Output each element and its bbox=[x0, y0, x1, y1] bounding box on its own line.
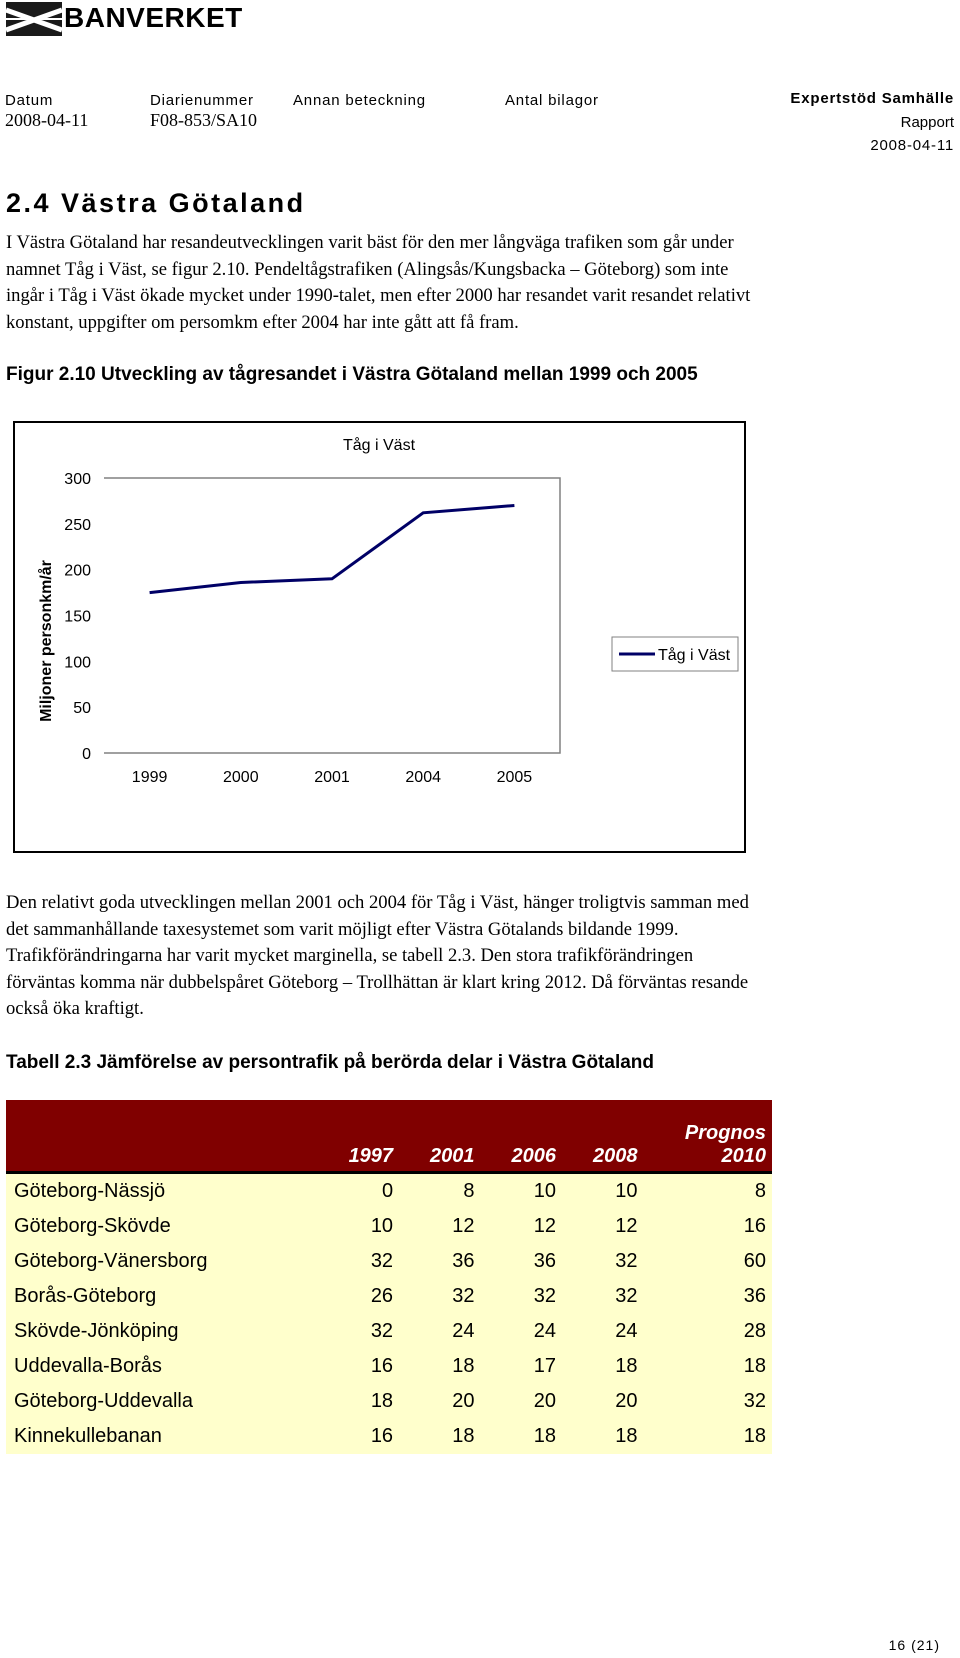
value-cell: 32 bbox=[556, 1279, 637, 1314]
paragraph-line: ingår i Tåg i Väst ökade mycket under 1990-talet, men efter 2000 har resandet varit resandet relativt bbox=[6, 285, 751, 306]
table-row bbox=[6, 1384, 772, 1419]
table-row bbox=[6, 1279, 772, 1314]
value-cell: 20 bbox=[475, 1384, 556, 1419]
paragraph-line: Trafikförändringarna har varit mycket marginella, se tabell 2.3. Den stora trafikförändringen bbox=[6, 945, 694, 966]
route-name-cell: Göteborg-Nässjö bbox=[6, 1173, 312, 1210]
legend-label: Tåg i Väst bbox=[658, 647, 731, 664]
unit-name: Expertstöd Samhälle bbox=[790, 90, 954, 107]
paragraph-line: förväntas komma när dubbelspåret Göteborg – Trollhättan är klart kring 2012. Då förväntas resande bbox=[6, 971, 749, 993]
value-cell: 10 bbox=[475, 1173, 556, 1210]
value-cell: 28 bbox=[638, 1314, 772, 1349]
header-2010: 2010 bbox=[721, 1145, 766, 1167]
value-cell: 26 bbox=[312, 1279, 393, 1314]
paragraph-line: också öka kraftigt. bbox=[6, 998, 144, 1019]
header-1997: 1997 bbox=[312, 1100, 393, 1173]
header-route bbox=[6, 1100, 312, 1173]
figure-caption: Figur 2.10 Utveckling av tågresandet i Västra Götaland mellan 1999 och 2005 bbox=[6, 364, 698, 385]
header-prognos: Prognos bbox=[684, 1122, 766, 1144]
value-cell: 32 bbox=[312, 1244, 393, 1279]
table-row bbox=[6, 1173, 772, 1210]
value-cell: 16 bbox=[312, 1349, 393, 1384]
table-row bbox=[6, 1419, 772, 1454]
series-line-tag-i-vast bbox=[150, 506, 515, 593]
y-tick-label: 100 bbox=[64, 654, 91, 672]
document-type: Rapport bbox=[900, 114, 954, 131]
value-cell: 32 bbox=[638, 1384, 772, 1419]
value-cell: 60 bbox=[638, 1244, 772, 1279]
value-cell: 18 bbox=[638, 1349, 772, 1384]
route-name-cell: Göteborg-Vänersborg bbox=[6, 1244, 312, 1279]
value-cell: 20 bbox=[393, 1384, 474, 1419]
y-tick-label: 300 bbox=[64, 471, 91, 488]
value-cell: 18 bbox=[393, 1419, 474, 1454]
route-name-cell: Uddevalla-Borås bbox=[6, 1349, 312, 1384]
header-2001: 2001 bbox=[393, 1100, 474, 1173]
table-row bbox=[6, 1349, 772, 1384]
value-cell: 36 bbox=[475, 1244, 556, 1279]
value-cell: 18 bbox=[556, 1419, 637, 1454]
value-cell: 17 bbox=[475, 1349, 556, 1384]
value-cell: 0 bbox=[312, 1173, 393, 1210]
header-2006: 2006 bbox=[475, 1100, 556, 1173]
paragraph-line: namnet Tåg i Väst, se figur 2.10. Pendeltågstrafiken (Alingsås/Kungsbacka – Göteborg) som inte bbox=[6, 258, 729, 280]
value-cell: 8 bbox=[638, 1173, 772, 1210]
antal-bilagor-label: Antal bilagor bbox=[505, 92, 599, 109]
chart-title: Tåg i Väst bbox=[342, 437, 416, 454]
y-tick-label: 50 bbox=[73, 700, 91, 718]
value-cell: 12 bbox=[475, 1209, 556, 1244]
analysis-paragraph bbox=[6, 890, 749, 1023]
annan-beteckning-label: Annan beteckning bbox=[293, 92, 426, 109]
value-cell: 10 bbox=[312, 1209, 393, 1244]
datum-value: 2008-04-11 bbox=[5, 110, 89, 130]
value-cell: 24 bbox=[556, 1314, 637, 1349]
banverket-logo-icon bbox=[5, 0, 65, 40]
route-name-cell: Borås-Göteborg bbox=[6, 1279, 312, 1314]
paragraph-line: Den relativt goda utvecklingen mellan 2001 och 2004 för Tåg i Väst, hänger troligtvis samman med bbox=[6, 892, 749, 913]
diarienummer-label: Diarienummer bbox=[150, 92, 254, 109]
value-cell: 16 bbox=[638, 1209, 772, 1244]
diarienummer-value: F08-853/SA10 bbox=[150, 110, 258, 130]
x-tick-label: 2005 bbox=[496, 769, 533, 786]
table-caption: Tabell 2.3 Jämförelse av persontrafik på berörda delar i Västra Götaland bbox=[6, 1052, 655, 1073]
value-cell: 36 bbox=[638, 1279, 772, 1314]
section-heading: 2.4 Västra Götaland bbox=[6, 188, 306, 218]
logo-wordmark: BANVERKET bbox=[64, 2, 243, 33]
x-tick-label: 2000 bbox=[223, 769, 259, 786]
table-row bbox=[6, 1244, 772, 1279]
datum-label: Datum bbox=[5, 92, 54, 109]
table-row bbox=[6, 1314, 772, 1349]
value-cell: 32 bbox=[393, 1279, 474, 1314]
y-tick-label: 150 bbox=[64, 608, 91, 626]
paragraph-line: konstant, uppgifter om persomkm efter 2004 har inte gått att få fram. bbox=[6, 311, 519, 333]
y-axis-ticks bbox=[64, 471, 91, 763]
route-name-cell: Skövde-Jönköping bbox=[6, 1314, 312, 1349]
table-header-row bbox=[6, 1100, 772, 1173]
value-cell: 32 bbox=[556, 1244, 637, 1279]
value-cell: 32 bbox=[475, 1279, 556, 1314]
header-2008: 2008 bbox=[556, 1100, 637, 1173]
value-cell: 20 bbox=[556, 1384, 637, 1419]
header-prognos-2010 bbox=[638, 1100, 772, 1173]
value-cell: 18 bbox=[312, 1384, 393, 1419]
traffic-comparison-table bbox=[6, 1100, 772, 1454]
value-cell: 8 bbox=[393, 1173, 474, 1210]
value-cell: 24 bbox=[393, 1314, 474, 1349]
value-cell: 18 bbox=[393, 1349, 474, 1384]
line-chart bbox=[13, 421, 746, 853]
y-tick-label: 250 bbox=[64, 516, 91, 534]
value-cell: 16 bbox=[312, 1419, 393, 1454]
value-cell: 10 bbox=[556, 1173, 637, 1210]
route-name-cell: Göteborg-Skövde bbox=[6, 1209, 312, 1244]
value-cell: 12 bbox=[556, 1209, 637, 1244]
chart-legend bbox=[612, 637, 738, 671]
y-tick-label: 200 bbox=[64, 562, 91, 580]
paragraph-line: I Västra Götaland har resandeutvecklingen varit bäst för den mer långväga trafiken som går under bbox=[6, 232, 734, 253]
value-cell: 32 bbox=[312, 1314, 393, 1349]
chart-y-axis-label: Miljoner personkm/år bbox=[38, 560, 55, 722]
paragraph-line: det sammanhållande taxesystemet som varit möjligt efter Västra Götalands bildande 1999. bbox=[6, 918, 679, 940]
route-name-cell: Göteborg-Uddevalla bbox=[6, 1384, 312, 1419]
value-cell: 18 bbox=[556, 1349, 637, 1384]
x-tick-label: 2004 bbox=[405, 769, 441, 786]
table-row bbox=[6, 1209, 772, 1244]
value-cell: 18 bbox=[638, 1419, 772, 1454]
plot-area-border bbox=[104, 478, 560, 753]
x-axis-ticks bbox=[132, 769, 532, 786]
value-cell: 12 bbox=[393, 1209, 474, 1244]
value-cell: 18 bbox=[475, 1419, 556, 1454]
value-cell: 36 bbox=[393, 1244, 474, 1279]
y-tick-label: 0 bbox=[82, 746, 91, 763]
intro-paragraph bbox=[6, 230, 750, 336]
route-name-cell: Kinnekullebanan bbox=[6, 1419, 312, 1454]
x-tick-label: 1999 bbox=[131, 769, 168, 786]
x-tick-label: 2001 bbox=[314, 769, 350, 786]
value-cell: 24 bbox=[475, 1314, 556, 1349]
page-number: 16 (21) bbox=[888, 1637, 940, 1653]
document-date: 2008-04-11 bbox=[870, 137, 954, 154]
